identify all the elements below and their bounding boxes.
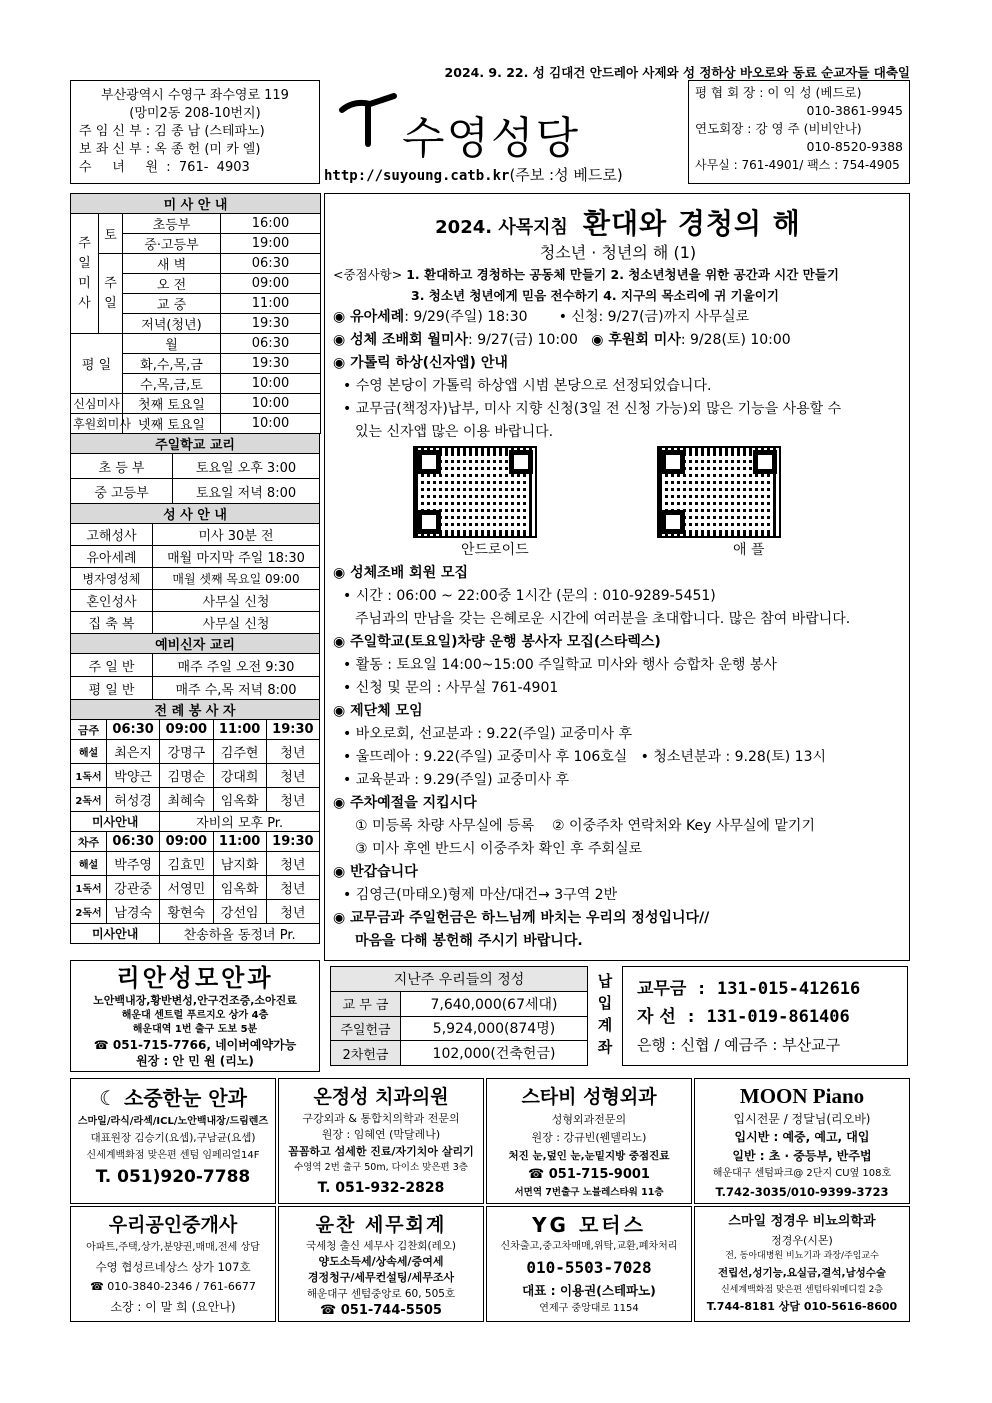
server-name: 박양근: [107, 764, 160, 788]
catechumen-time: 매주 주일 오전 9:30: [153, 654, 320, 677]
role-label: 2독서: [71, 900, 107, 924]
sacrament-time: 사무실 신청: [153, 590, 320, 612]
ad-title: MOON Piano: [739, 1084, 865, 1108]
servers-title: 전 례 봉 사 자: [71, 700, 320, 720]
sacrament-time: 사무실 신청: [153, 612, 320, 634]
adoration-line: 주님과의 만남을 갖는 은혜로운 시간에 여러분을 초대합니다. 많은 참여 바랍니다.: [355, 611, 851, 627]
guide-value: 자비의 모후 Pr.: [160, 812, 320, 832]
ad-line: 노안백내장,황반변성,안구건조증,소아진료: [93, 994, 297, 1007]
server-name: 청년: [266, 740, 319, 764]
role-label: 1독서: [71, 876, 107, 900]
ad-title: 리안성모안과: [116, 964, 274, 992]
baptism-date: : 9/29(주일) 18:30: [404, 309, 528, 325]
ad-phone: ☎ 051-715-9001: [528, 1167, 650, 1182]
ad-line: 해운대 센트럴 푸르지오 상가 4층: [121, 1010, 269, 1021]
left-column: [70, 193, 320, 944]
parking-heading: 주차예절을 지킵시다: [350, 795, 477, 811]
role-label: 2독서: [71, 788, 107, 812]
ad-title: 우리공인중개사: [108, 1214, 238, 1236]
qr-apple[interactable]: [657, 446, 781, 538]
server-name: 최혜숙: [160, 788, 213, 812]
ad-title: ☾ 소중한눈 안과: [99, 1086, 247, 1110]
ad-line: 전, 동아대병원 비뇨기과 과장/주임교수: [725, 1251, 879, 1261]
mass-name: 저녁(청년): [123, 314, 221, 334]
mass-time: 19:30: [221, 314, 321, 334]
sunday-school-table: [70, 433, 320, 504]
guide-label: 미사안내: [71, 812, 160, 832]
server-name: 청년: [266, 876, 319, 900]
server-name: 청년: [266, 764, 319, 788]
adoration-line: • 시간 : 06:00 ~ 22:00중 1시간 (문의 : 010-9289-5451): [343, 588, 716, 604]
adoration-recruit-heading: 성체조배 회원 모집: [350, 565, 469, 581]
other-mass-name: 후원회미사: [71, 414, 123, 434]
mass-name: 새 벽: [123, 254, 221, 274]
ad-title: 스타비 성형외과: [521, 1086, 657, 1108]
time-header: 09:00: [160, 832, 213, 852]
driver-line: • 신청 및 문의 : 사무실 761-4901: [343, 680, 559, 696]
sacrament-name: 집 축 복: [71, 612, 153, 634]
focus-line: 3. 청소년 청년에게 믿음 전수하기 4. 지구의 목소리에 귀 기울이기: [411, 288, 779, 303]
ad-line: 정경우(시몬): [771, 1234, 833, 1247]
time-header: 11:00: [213, 832, 266, 852]
sacraments-table: [70, 503, 320, 634]
catechumen-table: [70, 633, 320, 700]
offering-amount: 7,640,000(67세대): [401, 991, 588, 1016]
groups-line: • 울뜨레아 : 9.22(주일) 교중미사 후 106호실: [343, 749, 628, 765]
server-name: 김명순: [160, 764, 213, 788]
ad-line: 꼼꼼하고 섬세한 진료/자기치아 살리기: [288, 1145, 474, 1158]
mass-time: 09:00: [221, 274, 321, 294]
welcome-line: • 김영근(마태오)형제 마산/대건→ 3구역 2반: [343, 887, 618, 903]
bank-info: 은행 : 신협 / 예금주 : 부산교구: [637, 1036, 841, 1054]
address-line1: 부산광역시 수영구 좌수영로 119: [101, 88, 289, 103]
ad-title: 온정성 치과의원: [313, 1086, 449, 1108]
server-name: 서영민: [160, 876, 213, 900]
guide-value: 찬송하올 동정녀 Pr.: [160, 924, 320, 944]
sunday-mass-label: 주일미사: [71, 214, 99, 334]
ad-line: 소장 : 이 말 희 (요안나): [110, 1300, 236, 1314]
ad-line: 신차출고,중고차매매,위탁,교환,폐차처리: [500, 1241, 678, 1252]
time-header: 09:00: [160, 720, 213, 740]
ad-starbi-plastic-surgery: [486, 1078, 692, 1204]
mass-name: 오 전: [123, 274, 221, 294]
class-name: 중 고등부: [71, 479, 173, 504]
mass-time: 06:30: [221, 254, 321, 274]
catechumen-class: 주 일 반: [71, 654, 153, 677]
ad-line: 수영역 2번 출구 50m, 다이소 맞은편 3층: [294, 1162, 468, 1173]
ad-line: 스마일/라식/라섹/ICL/노안백내장/드림렌즈: [77, 1116, 269, 1127]
server-name: 허성경: [107, 788, 160, 812]
account-label-charity: 자 선: [637, 1007, 676, 1027]
sacrament-time: 매월 셋째 목요일 09:00: [153, 568, 320, 590]
mass-time: 19:00: [221, 234, 321, 254]
server-name: 박주영: [107, 852, 160, 876]
ad-line: 수영 협성르네상스 상가 107호: [95, 1260, 251, 1274]
ad-phone: 010-5503-7028: [526, 1258, 652, 1277]
server-name: 최은지: [107, 740, 160, 764]
ad-phone: T. 051)920-7788: [95, 1167, 251, 1187]
sunday-label: 주일: [99, 254, 123, 334]
offering-amount: 102,000(건축헌금): [401, 1041, 588, 1066]
parking-line: ② 이중주차 연락처와 Key 사무실에 맡기기: [551, 818, 815, 834]
ad-line: 원장 : 강규빈(웬델리노): [531, 1131, 647, 1144]
ad-phone: ☎ 010-3840-2346 / 761-6677: [90, 1280, 256, 1293]
ad-line: 아파트,주택,상가,분양권,매매,전세 상담: [86, 1242, 260, 1253]
guide-label: 미사안내: [71, 924, 160, 944]
ad-phone: ☎ 051-744-5505: [320, 1303, 442, 1318]
adoration-mass-heading: 성체 조배회 월미사: [350, 332, 469, 348]
time-header: 06:30: [107, 832, 160, 852]
parish-url[interactable]: http://suyoung.catb.kr: [324, 168, 510, 184]
header-council-box: [688, 80, 910, 184]
mass-time: 19:30: [221, 354, 321, 374]
other-mass-day: 넷째 토요일: [123, 414, 221, 434]
sunday-school-title: 주일학교 교리: [71, 434, 320, 454]
ad-moon-piano: [694, 1078, 910, 1204]
offering-label: 교 무 금: [331, 991, 401, 1016]
ad-line: 전립선,성기능,요실금,결석,남성수술: [717, 1267, 887, 1279]
logo-area: [324, 80, 684, 184]
qr-apple-label: 애 플: [733, 542, 765, 558]
account-label-dues: 교무금: [637, 979, 687, 999]
prayer-phone: 010-8520-9388: [806, 139, 903, 154]
ad-line: 신세계백화점 맞은편 센텀 임페리얼14F: [86, 1150, 260, 1161]
prayer-president: 연도회장 : 강 영 주 (비비안나): [695, 121, 862, 136]
server-name: 강관중: [107, 876, 160, 900]
ad-yunchan-tax: [278, 1206, 484, 1322]
ad-onjeongseong-dental: [278, 1078, 484, 1204]
church-logo-icon: [334, 88, 404, 148]
offering-label: 주일헌금: [331, 1016, 401, 1041]
groups-line: • 청소년분과 : 9.28(토) 13시: [640, 749, 827, 765]
server-name: 강대희: [213, 764, 266, 788]
server-name: 청년: [266, 900, 319, 924]
server-name: 청년: [266, 788, 319, 812]
dateline: 2024. 9. 22. 성 김대건 안드레아 사제와 성 정하상 바오로와 동료 순교자들 대축일: [444, 65, 910, 80]
offering-amount: 5,924,000(874명): [401, 1016, 588, 1041]
sacrament-name: 병자영성체: [71, 568, 153, 590]
address-line2: (망미2동 208-10번지): [129, 106, 261, 121]
ad-line: 양도소득세/상속세/증여세: [318, 1255, 444, 1268]
app-line: • 교무금(책정자)납부, 미사 지향 신청(3일 전 신청 가능)외 많은 기능을 사용할 수: [343, 401, 842, 417]
sacrament-time: 매월 마지막 주일 18:30: [153, 546, 320, 568]
pastor: 주 임 신 부 : 김 종 남 (스테파노): [79, 124, 265, 139]
catechumen-class: 평 일 반: [71, 677, 153, 700]
time-header: 11:00: [213, 720, 266, 740]
weekday-label: 평 일: [71, 334, 123, 394]
app-line: 있는 신자앱 많은 이용 바랍니다.: [355, 424, 554, 440]
parish-patron: (주보 :성 베드로): [509, 166, 623, 184]
ad-line: 해운대역 1번 출구 도보 5분: [132, 1024, 258, 1035]
mass-title: 미 사 안 내: [71, 194, 321, 214]
other-mass-time: 10:00: [221, 394, 321, 414]
ad-line: 국세청 출신 세무사 김찬회(레오): [305, 1240, 457, 1252]
offering-notice-line: 마음을 다해 봉헌해 주시기 바랍니다.: [355, 933, 583, 949]
sacrament-name: 혼인성사: [71, 590, 153, 612]
mass-name: 중·고등부: [123, 234, 221, 254]
convent-phone: 수 녀 원 : 761- 4903: [79, 160, 250, 175]
server-name: 임옥화: [213, 876, 266, 900]
class-time: 토요일 오후 3:00: [173, 454, 320, 479]
app-line: • 수영 본당이 가톨릭 하상앱 시범 본당으로 선정되었습니다.: [343, 378, 712, 394]
ad-line: 연제구 중앙대로 1154: [539, 1303, 639, 1314]
baptism-heading: 유아세례: [350, 309, 405, 325]
ad-title: 윤찬 세무회계: [315, 1214, 447, 1236]
main-content: 2024. 사목지침 환대와 경청의 해 청소년 · 청년의 해 (1) <중점사항> 1. 환대하고 경청하는 공동체 만들기 2. 청소년청년을 위한 공간과 시간 만들기 3. 청소년 청년에게 믿음 전수하기 4. 지구의 목소리에 귀 기울이기 ◉ 유아세례: 9/29(주일) 18:30 • 신청: 9/27(금)까지 사무실로 ◉ 성체 조배회 월미사: 9/27(금) 10:00 ◉ 후원회 미사: 9/28(토) 10:00 ◉ 가톨릭 하상(신자앱) 안내 • 수영 본당이 가톨릭 하상앱 시범 본당으로 선정되었습니다. • 교무금(책정자)납부, 미사 지향 신청(3일 전 신청 가능)외 많은 기능을 사용할 수 있는 신자앱 많은 이용 바랍니다. 안드로이드 애 플 ◉ 성체조배 회원 모집 • 시간 : 06:00 ~ 22:00중 1시간 (문의 : 010-9289-5451) 주님과의 만남을 갖는 은혜로운 시간에 여러분을 초대합니다. 많은 참여 바랍니다. ◉ 주일학교(토요일)차량 운행 봉사자 모집(스타렉스) • 활동 : 토요일 14:00~15:00 주일학교 미사와 행사 승합차 운행 봉사 • 신청 및 문의 : 사무실 761-4901 ◉ 제단체 모임 • 바오로회, 선교분과 : 9.22(주일) 교중미사 후 • 울뜨레아 : 9.22(주일) 교중미사 후 106호실 • 청소년분과 : 9.28(토) 13시 • 교육분과 : 9.29(주일) 교중미사 후 ◉ 주차예절을 지킵시다 ① 미등록 차량 사무실에 등록 ② 이중주차 연락처와 Key 사무실에 맡기기 ③ 미사 후엔 반드시 이중주차 확인 후 주회실로 ◉ 반갑습니다 • 김영근(마태오)형제 마산/대건→ 3구역 2반 ◉ 교무금과 주일헌금은 하느님께 바치는 우리의 정성입니다// 마음을 다해 봉헌해 주시기 바랍니다.: [324, 193, 910, 961]
ad-line: 입시반 : 예중, 예고, 대입: [734, 1130, 870, 1144]
ad-phone: T.744-8181 상담 010-5616-8600: [706, 1300, 898, 1313]
offering-notice: 교무금과 주일헌금은 하느님께 바치는 우리의 정성입니다//: [350, 910, 710, 926]
ad-line: 입시전문 / 정달님(리오바): [733, 1112, 871, 1126]
ad-line: 서면역 7번출구 노블레스타워 11층: [514, 1187, 664, 1198]
server-name: 김효민: [160, 852, 213, 876]
offering-label: 2차헌금: [331, 1041, 401, 1066]
driver-recruit-heading: 주일학교(토요일)차량 운행 봉사자 모집(스타렉스): [350, 634, 661, 650]
ad-sojunghan-eye: [70, 1078, 276, 1204]
role-label: 해설: [71, 740, 107, 764]
focus-label: <중점사항>: [333, 267, 403, 282]
ad-phone: T. 051-932-2828: [317, 1180, 445, 1196]
mass-time: 10:00: [221, 374, 321, 394]
server-name: 황현숙: [160, 900, 213, 924]
theme-subtitle: 청소년 · 청년의 해 (1): [539, 243, 697, 262]
theme-title: 환대와 경청의 해: [583, 207, 801, 240]
offering-section: [330, 966, 908, 1070]
other-mass-name: 신심미사: [71, 394, 123, 414]
ad-line: 해운대구 센텀파크@ 2단지 CU옆 108호: [712, 1168, 892, 1179]
mass-time: 11:00: [221, 294, 321, 314]
ad-smile-urology: [694, 1206, 910, 1322]
parking-line: ① 미등록 차량 사무실에 등록: [355, 818, 535, 834]
baptism-apply: • 신청: 9/27(금)까지 사무실로: [558, 309, 750, 325]
catechumen-time: 매주 수,목 저녁 8:00: [153, 677, 320, 700]
assistant-priest: 보 좌 신 부 : 옥 종 헌 (미 카 엘): [79, 142, 261, 157]
support-mass-date: : 9/28(토) 10:00: [680, 332, 791, 348]
sacrament-name: 유아세례: [71, 546, 153, 568]
qr-android-label: 안드로이드: [461, 542, 529, 558]
catechumen-title: 예비신자 교리: [71, 634, 320, 654]
theme-year: 2024. 사목지침: [435, 217, 568, 238]
mass-name: 화,수,목,금: [123, 354, 221, 374]
groups-line: • 바오로회, 선교분과 : 9.22(주일) 교중미사 후: [343, 726, 633, 742]
account-box: [622, 966, 908, 1066]
server-name: 청년: [266, 852, 319, 876]
role-label: 1독서: [71, 764, 107, 788]
offering-table: [330, 966, 588, 1066]
server-name: 강명구: [160, 740, 213, 764]
ad-line: 해운대구 센텀중앙로 60, 505호: [306, 1288, 456, 1300]
logo-text: 수영성당: [402, 113, 581, 164]
class-time: 토요일 저녁 8:00: [173, 479, 320, 504]
account-number-dues: : 131-015-412616: [686, 979, 861, 999]
ad-yg-motors: [486, 1206, 692, 1322]
driver-line: • 활동 : 토요일 14:00~15:00 주일학교 미사와 행사 승합차 운행 봉사: [343, 657, 777, 673]
role-label: 해설: [71, 852, 107, 876]
mass-name: 초등부: [123, 214, 221, 234]
council-president: 평 협 회 장 : 이 익 성 (베드로): [695, 85, 862, 100]
parking-line: ③ 미사 후엔 반드시 이중주차 확인 후 주회실로: [355, 841, 643, 857]
header-address-box: [70, 80, 320, 184]
mass-name: 수,목,금,토: [123, 374, 221, 394]
ad-line: 구강외과 & 통합치의학과 전문의: [302, 1112, 460, 1125]
ad-phone: T.742-3035/010-9399-3723: [715, 1185, 889, 1199]
offering-title: 지난주 우리들의 정성: [331, 967, 588, 992]
office-phone: 사무실 : 761-4901/ 팩스 : 754-4905: [695, 158, 900, 172]
ad-phone: ☎ 051-715-7766, 네이버예약가능: [93, 1038, 297, 1052]
mass-time: 06:30: [221, 334, 321, 354]
ad-line: 원장 : 안 민 원 (리노): [136, 1054, 254, 1068]
mass-time: 16:00: [221, 214, 321, 234]
groups-line: • 교육분과 : 9.29(주일) 교중미사 후: [343, 772, 570, 788]
sacrament-time: 미사 30분 전: [153, 524, 320, 546]
ad-lian-eye-clinic: [70, 960, 320, 1072]
sacraments-title: 성 사 안 내: [71, 504, 320, 524]
ad-line: 처진 눈,덮인 눈,눈밑지방 중점진료: [508, 1150, 670, 1162]
ad-line: 대표원장 김승기(요셉),구남균(요셉): [90, 1132, 256, 1144]
account-number-charity: : 131-019-861406: [675, 1007, 850, 1027]
mass-name: 월: [123, 334, 221, 354]
ad-title: 스마일 정경우 비뇨의학과: [728, 1214, 876, 1229]
time-header: 19:30: [266, 720, 319, 740]
liturgy-servers-table: [70, 699, 320, 944]
mass-schedule-table: [70, 193, 321, 434]
server-name: 김주현: [213, 740, 266, 764]
council-phone: 010-3861-9945: [806, 103, 903, 118]
app-heading: 가톨릭 하상(신자앱) 안내: [350, 355, 508, 371]
server-name: 남경숙: [107, 900, 160, 924]
server-name: 남지화: [213, 852, 266, 876]
ad-line: 성형외과전문의: [551, 1113, 627, 1126]
ad-line: 경정청구/세무컨설팅/세무조사: [307, 1271, 455, 1284]
ad-title: YG 모터스: [532, 1213, 646, 1237]
support-mass-heading: 후원회 미사: [608, 332, 681, 348]
week-label: 금주: [71, 720, 107, 740]
ad-uri-realty: [70, 1206, 276, 1322]
class-name: 초 등 부: [71, 454, 173, 479]
ad-line: 일반 : 초 · 중등부, 반주법: [732, 1149, 872, 1163]
adoration-mass-date: : 9/27(금) 10:00: [468, 332, 578, 348]
time-header: 19:30: [266, 832, 319, 852]
other-mass-time: 10:00: [221, 414, 321, 434]
ad-line: 원장 : 임혜연 (막달레나): [321, 1128, 441, 1141]
qr-android[interactable]: [413, 446, 537, 538]
focus-line: 1. 환대하고 경청하는 공동체 만들기 2. 청소년청년을 위한 공간과 시간 만들기: [406, 267, 839, 282]
week-label: 차주: [71, 832, 107, 852]
ad-line: 신세계백화점 맞은편 센텀타워메디컬 2층: [720, 1285, 884, 1295]
sacrament-name: 고해성사: [71, 524, 153, 546]
welcome-heading: 반갑습니다: [350, 864, 418, 880]
ad-line: 대표 : 이용권(스테파노): [522, 1283, 656, 1298]
account-label: 납입계좌: [597, 972, 613, 1056]
saturday-label: 토: [99, 214, 123, 254]
groups-heading: 제단체 모임: [350, 703, 423, 719]
other-mass-day: 첫째 토요일: [123, 394, 221, 414]
time-header: 06:30: [107, 720, 160, 740]
mass-name: 교 중: [123, 294, 221, 314]
server-name: 임옥화: [213, 788, 266, 812]
server-name: 강선임: [213, 900, 266, 924]
